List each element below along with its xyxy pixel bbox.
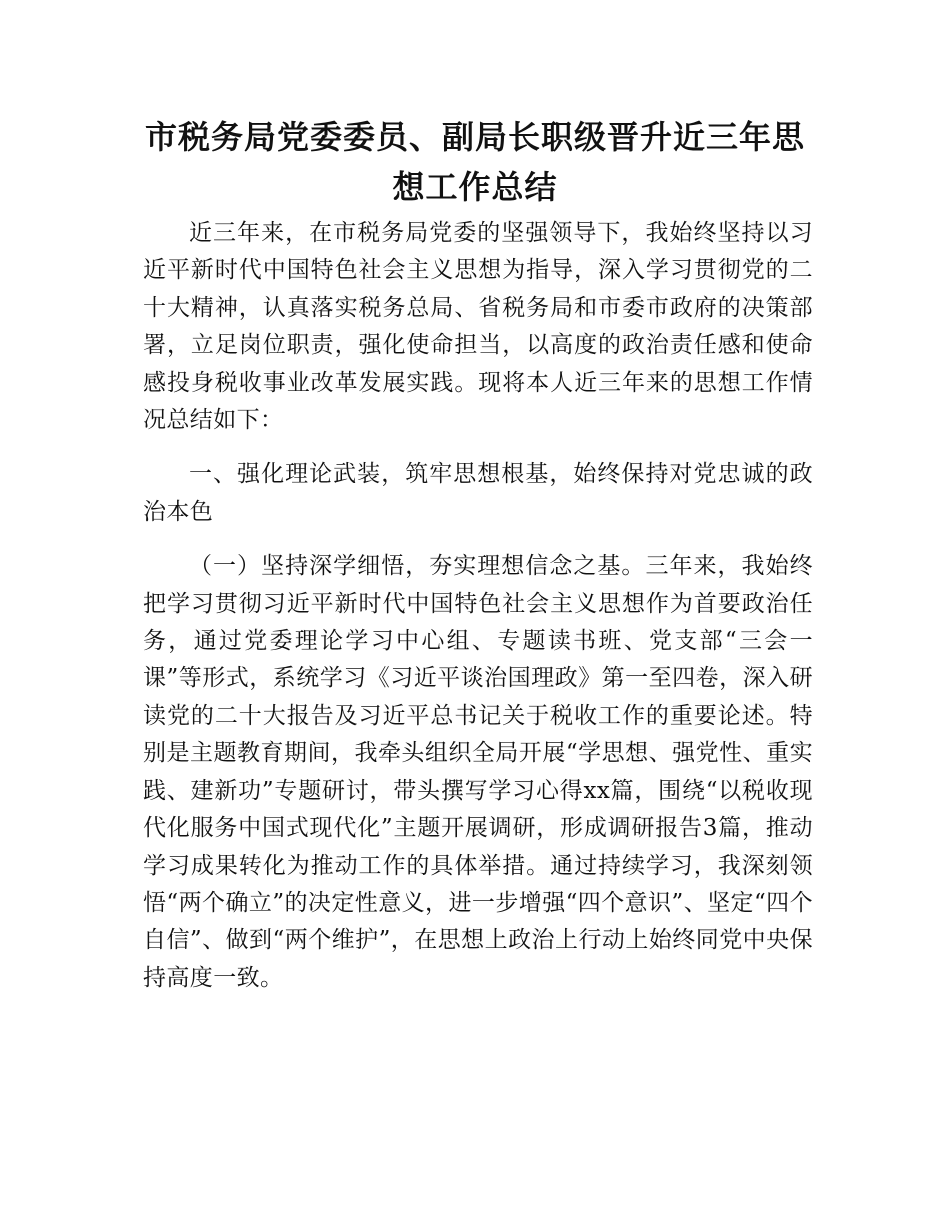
document-body (143, 215, 813, 997)
intro-paragraph: 近三年来，在市税务局党委的坚强领导下，我始终坚持以习近平新时代中国特色社会主义思想为指导，深入学习贯彻党的二十大精神，认真落实税务总局、省税务局和市委市政府的决策部署，立足岗位职责，强化使命担当，以高度的政治责任感和使命感投身税收事业改革发展实践。现将本人近三年来的思想工作情况总结如下： (143, 220, 813, 434)
section-heading-1: 一、强化理论武装，筑牢思想根基，始终保持对党忠诚的政治本色 (143, 461, 813, 525)
subsection-paragraph-1: （一）坚持深学细悟，夯实理想信念之基。三年来，我始终把学习贯彻习近平新时代中国特色社会主义思想作为首要政治任务，通过党委理论学习中心组、专题读书班、党支部“三会一课”等形式，系统学习《习近平谈治国理政》第一至四卷，深入研读党的二十大报告及习近平总书记关于税收工作的重要论述。特别是主题教育期间，我牵头组织全局开展“学思想、强党性、重实践、建新功”专题研讨，带头撰写学习心得xx篇，围绕“以税收现代化服务中国式现代化”主题开展调研，形成调研报告3篇，推动学习成果转化为推动工作的具体举措。通过持续学习，我深刻领悟“两个确立”的决定性意义，进一步增强“四个意识”、坚定“四个自信”、做到“两个维护”，在思想上政治上行动上始终同党中央保持高度一致。 (143, 553, 813, 991)
document-title: 市税务局党委委员、副局长职级晋升近三年思想工作总结 (144, 118, 805, 206)
